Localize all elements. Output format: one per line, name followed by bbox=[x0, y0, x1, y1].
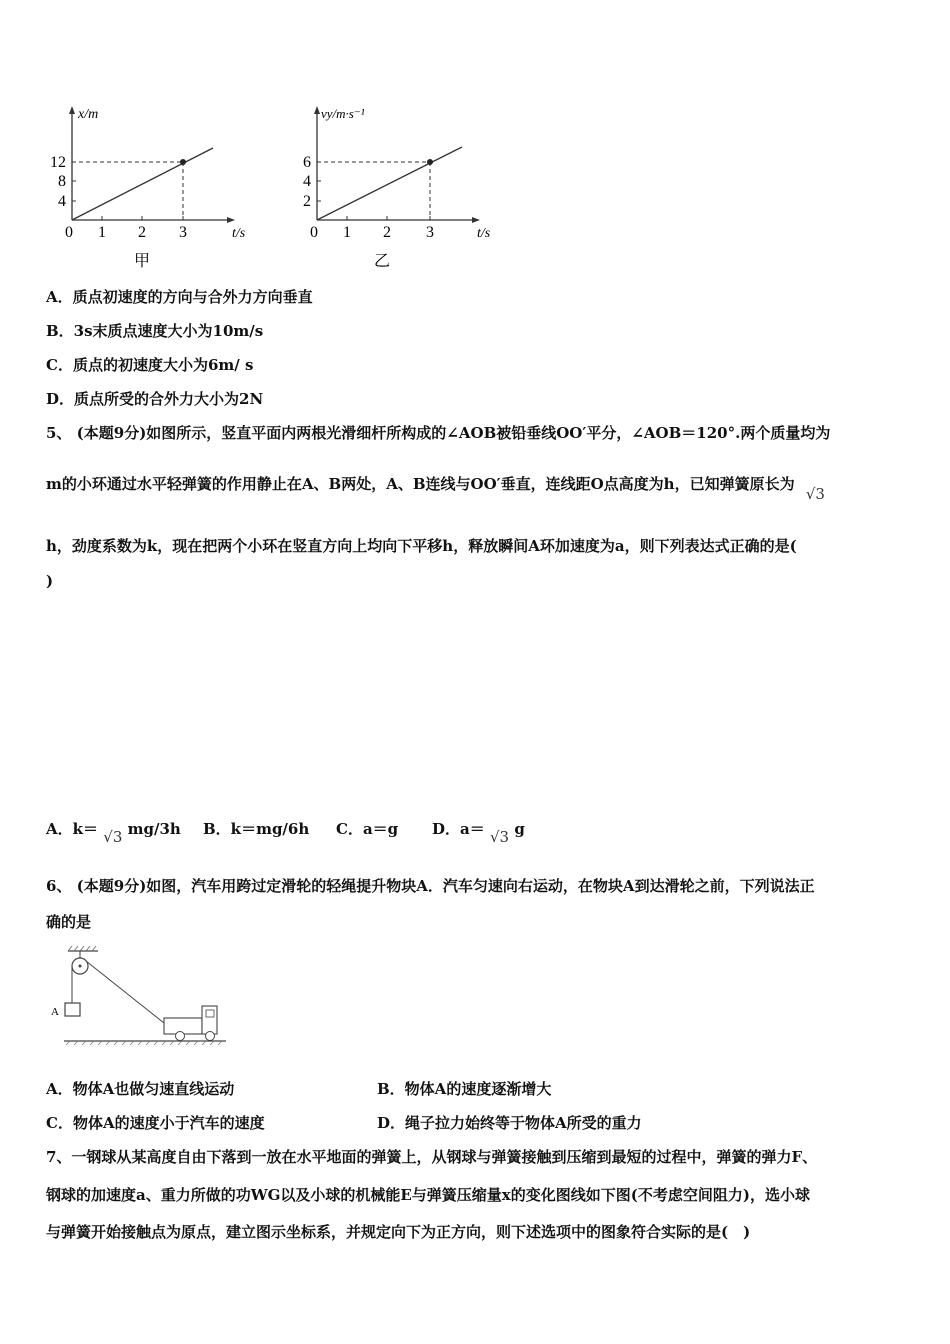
q6-option-d: D．绳子拉力始终等于物体A所受的重力 bbox=[377, 1114, 642, 1132]
graph-caption: 甲 bbox=[133, 253, 151, 270]
q4-option-a: A．质点初速度的方向与合外力方向垂直 bbox=[46, 288, 313, 306]
x-tick-label: 1 bbox=[98, 224, 106, 241]
q5-option-d-prefix: D．a＝ bbox=[432, 820, 485, 838]
q5-option-d bbox=[432, 818, 525, 846]
q7-line-2: 钢球的加速度a、重力所做的功WG以及小球的机械能E与弹簧压缩量x的变化图线如下图(不考虑空间阻力)，选小球 bbox=[46, 1186, 810, 1204]
y-tick-label: 12 bbox=[50, 154, 66, 171]
q4-option-d: D．质点所受的合外力大小为2N bbox=[46, 390, 264, 408]
q5-option-a-suffix: mg/3h bbox=[127, 820, 181, 838]
truck-body bbox=[164, 1018, 202, 1034]
truck-wheel bbox=[206, 1032, 215, 1041]
graph-yi bbox=[285, 100, 515, 275]
q7-line-1: 7、一钢球从某高度自由下落到一放在水平地面的弹簧上，从钢球与弹簧接触到压缩到最短的过程中，弹簧的弹力F、 bbox=[46, 1148, 818, 1166]
q5-line-3: h，劲度系数为k，现在把两个小环在竖直方向上均向下平移h，释放瞬间A环加速度为a，则下列表达式正确的是( bbox=[46, 537, 797, 555]
x-axis-label: t/s bbox=[477, 226, 491, 241]
q4-option-b: B．3s末质点速度大小为10m/s bbox=[46, 322, 264, 340]
graph-caption: 乙 bbox=[373, 253, 391, 270]
q6-option-c: C．物体A的速度小于汽车的速度 bbox=[46, 1114, 265, 1132]
x-tick-label: 2 bbox=[383, 224, 391, 241]
y-tick-label: 8 bbox=[58, 173, 66, 190]
rope-slanted bbox=[86, 961, 164, 1023]
y-axis-arrow bbox=[314, 106, 320, 114]
pulley-axle bbox=[79, 965, 82, 968]
block-a bbox=[65, 1003, 80, 1016]
q5-option-a bbox=[46, 818, 181, 846]
q5-line-2 bbox=[46, 473, 825, 503]
sqrt3: √3 bbox=[489, 828, 510, 846]
x-tick-label: 3 bbox=[426, 224, 434, 241]
y-tick-label: 4 bbox=[303, 173, 311, 190]
x-tick-label: 3 bbox=[179, 224, 187, 241]
ceiling-hatch bbox=[68, 946, 96, 951]
x-tick-label: 2 bbox=[138, 224, 146, 241]
y-tick-label: 2 bbox=[303, 193, 311, 210]
q5-option-b: B．k＝mg/6h bbox=[203, 820, 310, 838]
x-axis-arrow bbox=[472, 217, 480, 223]
q5-line-2-text: m的小环通过水平轻弹簧的作用静止在A、B两处，A、B连线与OO′垂直，连线距O点高度为h，已知弹簧原长为 bbox=[46, 475, 795, 493]
data-point bbox=[180, 159, 186, 165]
q5-line-4: ) bbox=[46, 572, 54, 590]
q6-option-b: B．物体A的速度逐渐增大 bbox=[377, 1080, 552, 1098]
graph-jia bbox=[40, 100, 270, 275]
q6-option-a: A．物体A也做匀速直线运动 bbox=[46, 1080, 235, 1098]
x-tick-label: 1 bbox=[343, 224, 351, 241]
q6-line-1: 6、 (本题9分)如图，汽车用跨过定滑轮的轻绳提升物块A．汽车匀速向右运动，在物块A到达滑轮之前，下列说法正 bbox=[46, 877, 815, 895]
q5-option-a-prefix: A．k＝ bbox=[46, 820, 99, 838]
truck-wheel bbox=[176, 1032, 185, 1041]
x-tick-label: 0 bbox=[310, 224, 318, 241]
data-line bbox=[72, 148, 213, 220]
q7-line-3: 与弹簧开始接触点为原点，建立图示坐标系，并规定向下为正方向，则下述选项中的图象符合实际的是( ) bbox=[46, 1223, 751, 1241]
y-tick-label: 6 bbox=[303, 154, 311, 171]
sqrt3: √3 bbox=[103, 828, 123, 846]
data-line bbox=[317, 147, 462, 220]
q5-option-c: C．a＝g bbox=[336, 820, 399, 838]
y-tick-label: 4 bbox=[58, 193, 66, 210]
q5-line-1: 5、 (本题9分)如图所示，竖直平面内两根光滑细杆所构成的∠AOB被铅垂线OO′平分，∠AOB＝120°.两个质量均为 bbox=[46, 424, 831, 442]
y-axis-label: vy/m·s⁻¹ bbox=[321, 106, 365, 121]
x-axis-arrow bbox=[227, 217, 235, 223]
data-point bbox=[427, 159, 433, 165]
block-label: A bbox=[51, 1006, 59, 1018]
y-axis-label: x/m bbox=[78, 107, 99, 122]
x-tick-label: 0 bbox=[65, 224, 73, 241]
sqrt3: √3 bbox=[805, 485, 825, 503]
q5-option-d-suffix: g bbox=[514, 820, 525, 838]
q6-line-2: 确的是 bbox=[46, 913, 92, 931]
x-axis-label: t/s bbox=[232, 226, 246, 241]
pulley-truck-figure bbox=[46, 945, 231, 1050]
y-axis-arrow bbox=[69, 106, 75, 114]
q4-option-c: C．质点的初速度大小为6m/ s bbox=[46, 356, 254, 374]
